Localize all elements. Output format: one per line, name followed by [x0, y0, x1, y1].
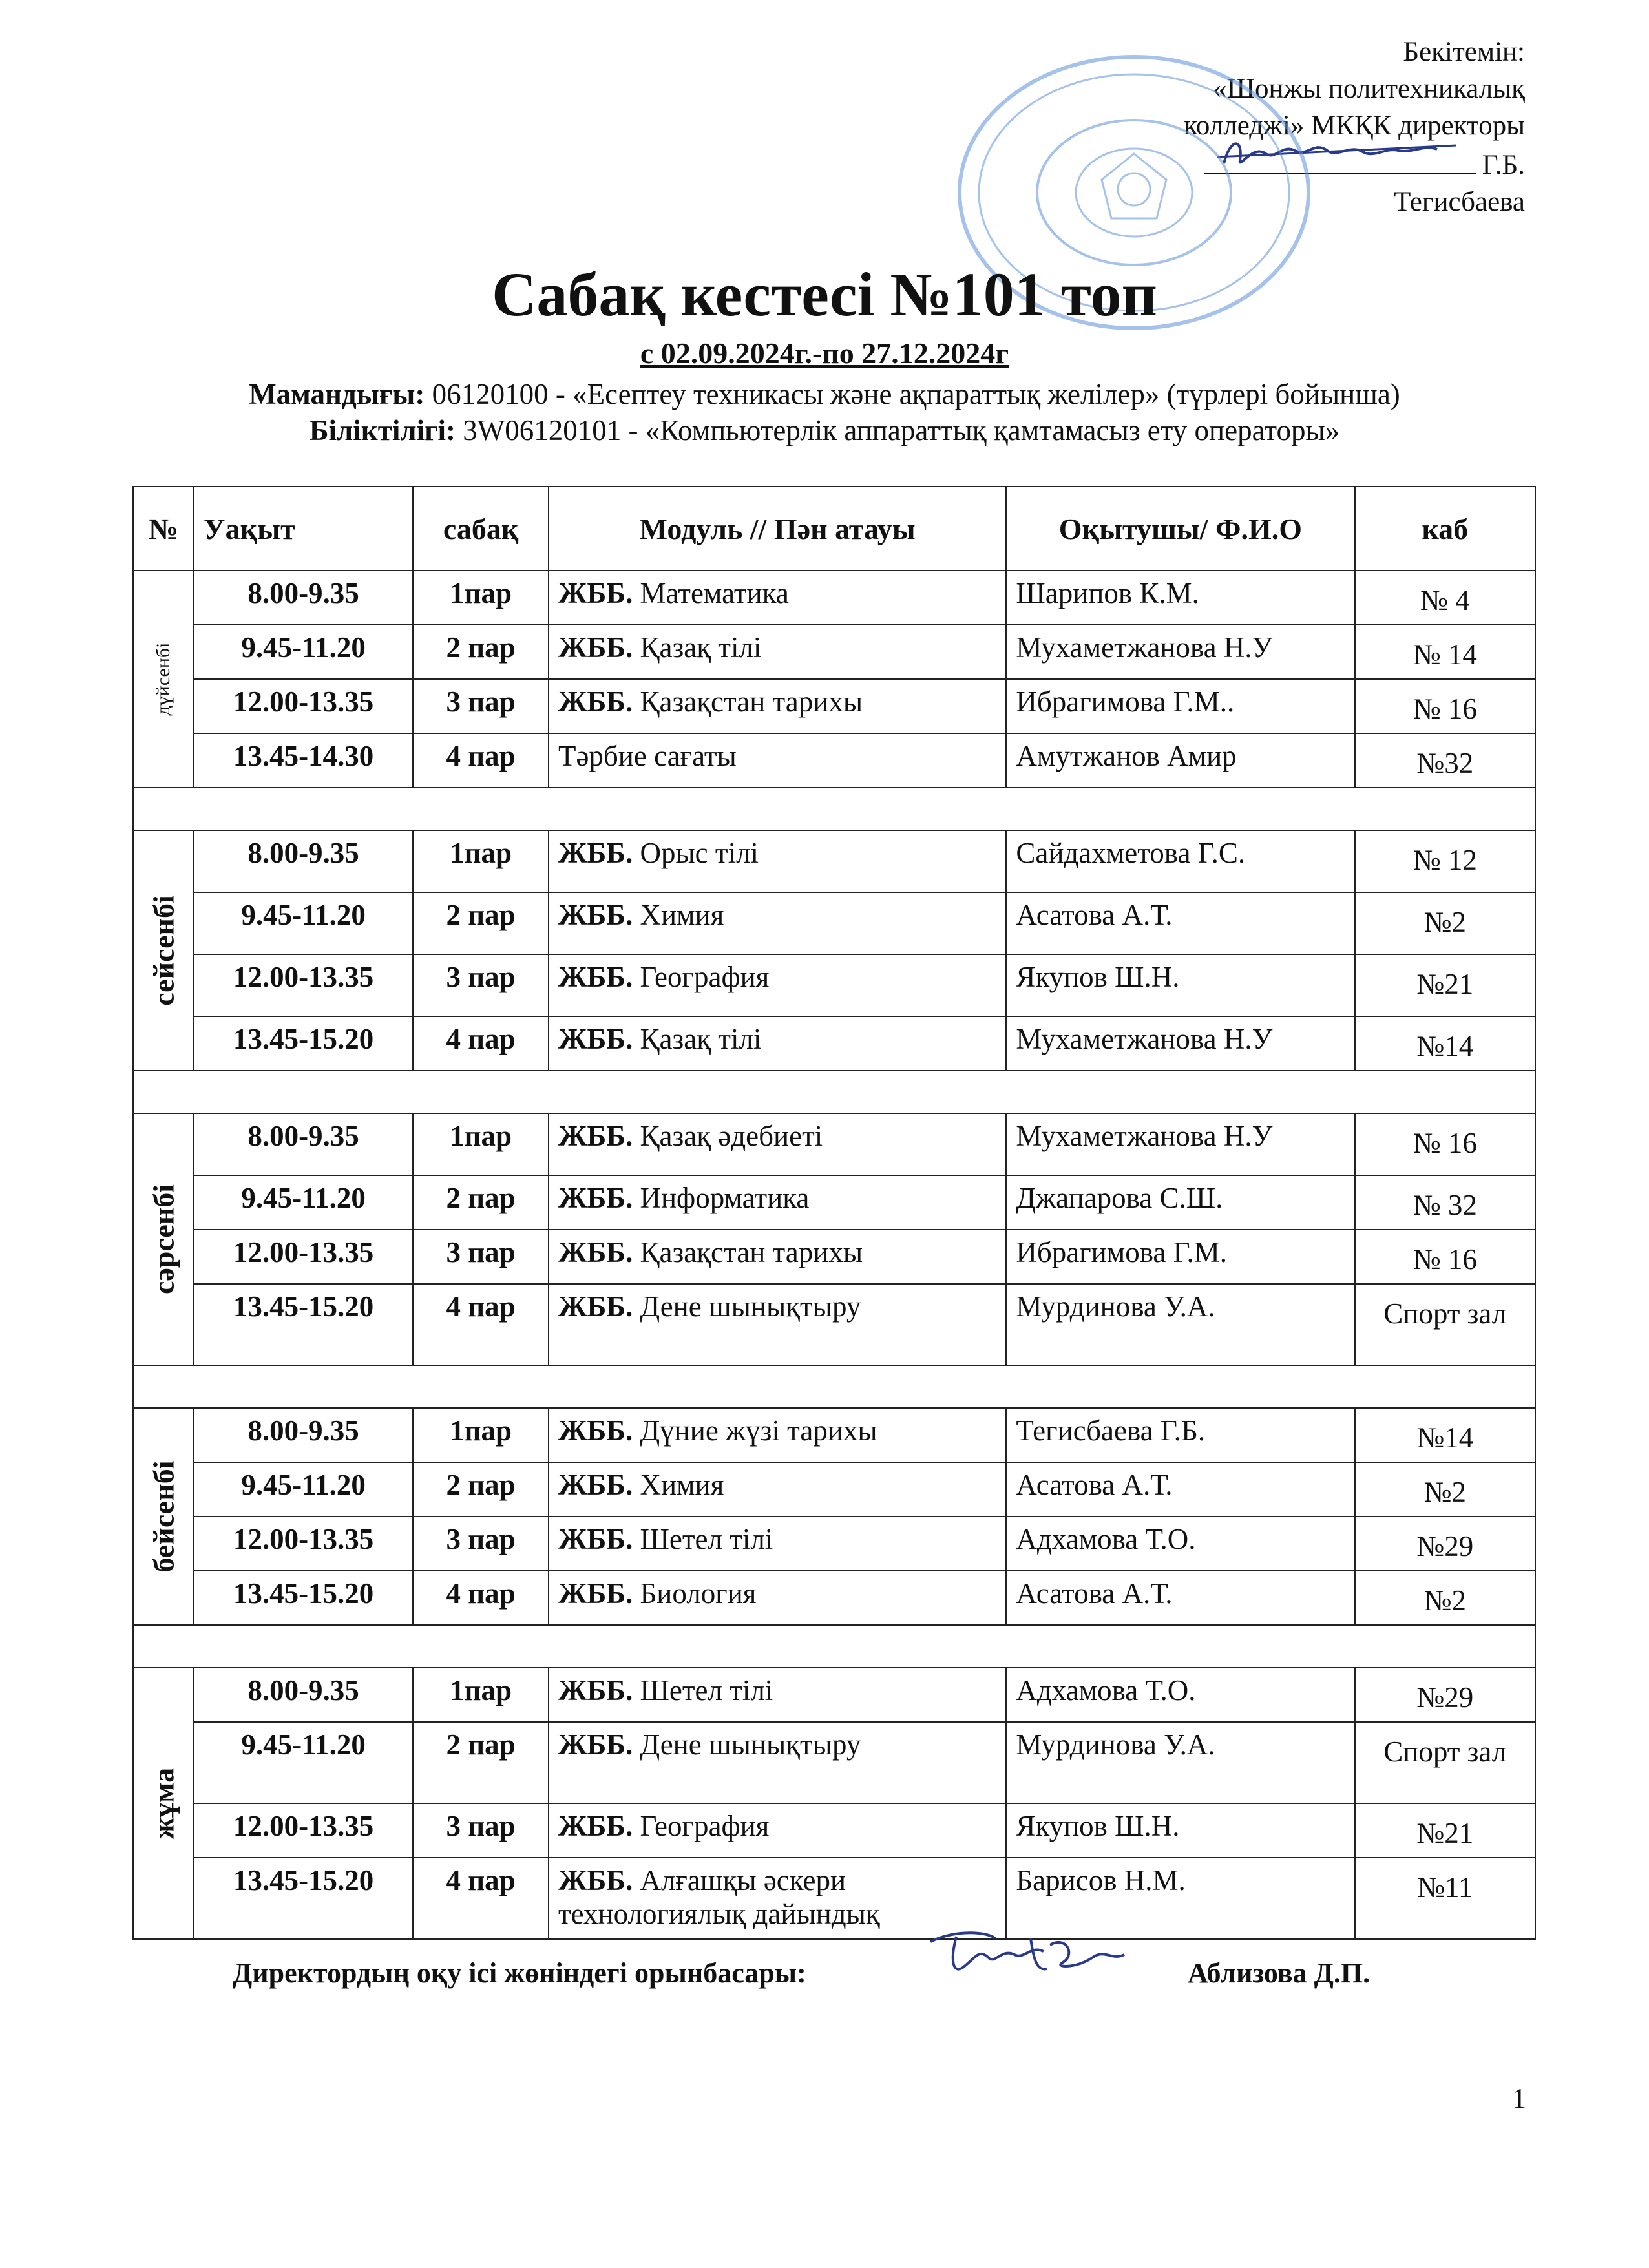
- time-cell: 13.45-15.20: [194, 1016, 413, 1071]
- subject-cell: [549, 733, 1006, 788]
- room-cell: №32: [1355, 733, 1535, 788]
- header-room: каб: [1355, 487, 1535, 571]
- teacher-cell: Асатова А.Т.: [1006, 1462, 1354, 1517]
- teacher-cell: Барисов Н.М.: [1006, 1858, 1354, 1939]
- day-cell: [133, 1408, 194, 1625]
- room-cell: № 14: [1355, 625, 1535, 679]
- subject-name: Алғашқы әскери технологиялық дайындық: [558, 1864, 880, 1930]
- subject-cell: [549, 1016, 1006, 1071]
- subject-prefix: ЖББ.: [558, 1469, 633, 1501]
- day-name: сейсенбі: [147, 895, 180, 1006]
- teacher-cell: Якупов Ш.Н.: [1006, 1803, 1354, 1858]
- subject-prefix: ЖББ.: [558, 631, 633, 664]
- time-cell: 8.00-9.35: [194, 1408, 413, 1462]
- time-cell: 8.00-9.35: [194, 571, 413, 625]
- subject-prefix: ЖББ.: [558, 961, 633, 993]
- room-cell: № 4: [1355, 571, 1535, 625]
- specialty-value: 06120100 - «Есептеу техникасы және ақпараттық желілер» (түрлері бойынша): [425, 378, 1400, 410]
- subject-prefix: ЖББ.: [558, 1023, 633, 1055]
- subject-prefix: ЖББ.: [558, 1728, 633, 1761]
- teacher-cell: Якупов Ш.Н.: [1006, 954, 1354, 1016]
- subject-prefix: ЖББ.: [558, 577, 633, 609]
- table-row: [133, 679, 1535, 733]
- teacher-cell: Сайдахметова Г.С.: [1006, 830, 1354, 892]
- subject-cell: [549, 1408, 1006, 1462]
- approval-line-1: Бекітемін:: [1403, 37, 1525, 67]
- time-cell: 13.45-15.20: [194, 1571, 413, 1625]
- time-cell: 12.00-13.35: [194, 1803, 413, 1858]
- subject-cell: [549, 1284, 1006, 1365]
- subject-cell: [549, 1722, 1006, 1803]
- teacher-cell: Мурдинова У.А.: [1006, 1722, 1354, 1803]
- subject-name: Шетел тілі: [633, 1674, 773, 1706]
- subject-prefix: ЖББ.: [558, 1810, 633, 1842]
- table-row: [133, 1803, 1535, 1858]
- teacher-cell: Шарипов К.М.: [1006, 571, 1354, 625]
- time-cell: 12.00-13.35: [194, 954, 413, 1016]
- table-row: [133, 830, 1535, 892]
- subject-prefix: ЖББ.: [558, 1864, 633, 1896]
- header-teacher: Оқытушы/ Ф.И.О: [1006, 487, 1354, 571]
- table-row: [133, 1230, 1535, 1284]
- teacher-cell: Адхамова Т.О.: [1006, 1517, 1354, 1571]
- time-cell: 13.45-15.20: [194, 1858, 413, 1939]
- pair-cell: 4 пар: [413, 1571, 549, 1625]
- time-cell: 8.00-9.35: [194, 830, 413, 892]
- teacher-cell: Адхамова Т.О.: [1006, 1668, 1354, 1722]
- table-row: [133, 1722, 1535, 1803]
- pair-cell: 3 пар: [413, 679, 549, 733]
- subject-name: Дүние жүзі тарихы: [633, 1414, 877, 1447]
- teacher-cell: Джапарова С.Ш.: [1006, 1175, 1354, 1230]
- time-cell: 8.00-9.35: [194, 1113, 413, 1175]
- subject-name: Дене шынықтыру: [633, 1728, 861, 1761]
- subject-name: Дене шынықтыру: [633, 1290, 861, 1323]
- subject-prefix: ЖББ.: [558, 1120, 633, 1152]
- pair-cell: 3 пар: [413, 1803, 549, 1858]
- teacher-cell: Ибрагимова Г.М.: [1006, 1230, 1354, 1284]
- room-cell: № 16: [1355, 1113, 1535, 1175]
- approval-line-3: колледжі» МКҚК директоры: [1184, 110, 1525, 141]
- subject-prefix: ЖББ.: [558, 1414, 633, 1447]
- day-cell: [133, 571, 194, 788]
- table-row: [133, 625, 1535, 679]
- table-row: [133, 954, 1535, 1016]
- day-cell: [133, 1113, 194, 1365]
- room-cell: № 12: [1355, 830, 1535, 892]
- table-header-row: [133, 487, 1535, 571]
- time-cell: 9.45-11.20: [194, 892, 413, 954]
- subject-name: Химия: [633, 899, 724, 931]
- room-cell: № 16: [1355, 679, 1535, 733]
- director-name: Г.Б. Тегисбаева: [1394, 150, 1525, 217]
- deputy-label: Директордың оқу ісі жөніндегі орынбасары:: [233, 1957, 806, 1989]
- day-separator-row: [133, 1365, 1535, 1408]
- pair-cell: 3 пар: [413, 1517, 549, 1571]
- subject-prefix: ЖББ.: [558, 1290, 633, 1323]
- room-cell: Спорт зал: [1355, 1284, 1535, 1365]
- table-row: [133, 1858, 1535, 1939]
- pair-cell: 4 пар: [413, 1858, 549, 1939]
- day-separator-cell: [133, 1365, 1535, 1408]
- subject-cell: [549, 830, 1006, 892]
- subject-name: Қазақ тілі: [633, 1023, 762, 1055]
- room-cell: №14: [1355, 1408, 1535, 1462]
- subject-name: Қазақ тілі: [633, 631, 762, 664]
- room-cell: №2: [1355, 1462, 1535, 1517]
- pair-cell: 3 пар: [413, 1230, 549, 1284]
- day-name: бейсенбі: [147, 1460, 180, 1573]
- room-cell: №21: [1355, 1803, 1535, 1858]
- subject-cell: [549, 1803, 1006, 1858]
- day-cell: [133, 830, 194, 1071]
- subject-name: География: [633, 961, 770, 993]
- subject-prefix: ЖББ.: [558, 1523, 633, 1555]
- subject-cell: [549, 1175, 1006, 1230]
- subject-prefix: ЖББ.: [558, 837, 633, 869]
- time-cell: 12.00-13.35: [194, 1517, 413, 1571]
- subject-name: Математика: [633, 577, 789, 609]
- room-cell: № 32: [1355, 1175, 1535, 1230]
- pair-cell: 4 пар: [413, 1016, 549, 1071]
- time-cell: 12.00-13.35: [194, 679, 413, 733]
- subject-name: Тәрбие сағаты: [558, 740, 737, 772]
- subject-cell: [549, 625, 1006, 679]
- pair-cell: 2 пар: [413, 1175, 549, 1230]
- specialty-label: Мамандығы:: [249, 378, 425, 410]
- subject-cell: [549, 1113, 1006, 1175]
- day-separator-cell: [133, 1625, 1535, 1668]
- teacher-cell: Мухаметжанова Н.У: [1006, 1016, 1354, 1071]
- room-cell: №2: [1355, 1571, 1535, 1625]
- subject-cell: [549, 1462, 1006, 1517]
- room-cell: № 16: [1355, 1230, 1535, 1284]
- subject-cell: [549, 1230, 1006, 1284]
- pair-cell: 2 пар: [413, 892, 549, 954]
- teacher-cell: Амутжанов Амир: [1006, 733, 1354, 788]
- table-row: [133, 1462, 1535, 1517]
- teacher-cell: Мухаметжанова Н.У: [1006, 1113, 1354, 1175]
- table-row: [133, 1284, 1535, 1365]
- teacher-cell: Мурдинова У.А.: [1006, 1284, 1354, 1365]
- pair-cell: 3 пар: [413, 954, 549, 1016]
- day-name: жұма: [147, 1767, 180, 1840]
- teacher-cell: Ибрагимова Г.М..: [1006, 679, 1354, 733]
- table-row: [133, 1571, 1535, 1625]
- header-module: Модуль // Пән атауы: [549, 487, 1006, 571]
- time-cell: 9.45-11.20: [194, 1462, 413, 1517]
- subject-name: Қазақстан тарихы: [633, 686, 863, 718]
- day-separator-cell: [133, 1071, 1535, 1113]
- table-row: [133, 1668, 1535, 1722]
- day-separator-row: [133, 1625, 1535, 1668]
- deputy-signature: [918, 1922, 1137, 2000]
- header-lesson: сабақ: [413, 487, 549, 571]
- day-separator-row: [133, 1071, 1535, 1113]
- qualification-value: 3W06120101 - «Компьютерлік аппараттық қамтамасыз ету операторы»: [456, 414, 1340, 446]
- qualification-line: [0, 414, 1649, 447]
- subject-name: Қазақ әдебиеті: [633, 1120, 823, 1152]
- subject-prefix: ЖББ.: [558, 1674, 633, 1706]
- specialty-line: [0, 377, 1649, 411]
- pair-cell: 1пар: [413, 830, 549, 892]
- page-number: 1: [1512, 2083, 1526, 2114]
- subject-prefix: ЖББ.: [558, 899, 633, 931]
- header-num: №: [133, 487, 194, 571]
- pair-cell: 2 пар: [413, 625, 549, 679]
- header-time: Уақыт: [194, 487, 413, 571]
- subject-name: Химия: [633, 1469, 724, 1501]
- room-cell: №11: [1355, 1858, 1535, 1939]
- subject-prefix: ЖББ.: [558, 1236, 633, 1268]
- subject-name: Биология: [633, 1577, 757, 1610]
- table-row: [133, 571, 1535, 625]
- subject-name: Орыс тілі: [633, 837, 759, 869]
- subject-name: Қазақстан тарихы: [633, 1236, 863, 1268]
- day-separator-cell: [133, 788, 1535, 830]
- subject-cell: [549, 1668, 1006, 1722]
- subject-prefix: ЖББ.: [558, 1182, 633, 1214]
- page-title: Сабақ кестесі №101 топ: [492, 260, 1157, 329]
- date-range: с 02.09.2024г.-по 27.12.2024г: [640, 337, 1009, 370]
- subject-cell: [549, 1571, 1006, 1625]
- room-cell: №14: [1355, 1016, 1535, 1071]
- pair-cell: 2 пар: [413, 1462, 549, 1517]
- teacher-cell: Асатова А.Т.: [1006, 892, 1354, 954]
- subject-cell: [549, 571, 1006, 625]
- day-cell: [133, 1668, 194, 1939]
- subject-prefix: ЖББ.: [558, 686, 633, 718]
- table-row: [133, 1408, 1535, 1462]
- day-name: сәрсенбі: [147, 1184, 180, 1295]
- subject-cell: [549, 892, 1006, 954]
- subject-name: География: [633, 1810, 770, 1842]
- table-row: [133, 1175, 1535, 1230]
- time-cell: 9.45-11.20: [194, 1722, 413, 1803]
- subject-cell: [549, 679, 1006, 733]
- time-cell: 8.00-9.35: [194, 1668, 413, 1722]
- deputy-name: Аблизова Д.П.: [1188, 1957, 1371, 1989]
- room-cell: №2: [1355, 892, 1535, 954]
- subject-prefix: ЖББ.: [558, 1577, 633, 1610]
- room-cell: №29: [1355, 1668, 1535, 1722]
- teacher-cell: Мухаметжанова Н.У: [1006, 625, 1354, 679]
- qualification-label: Біліктілігі:: [309, 414, 456, 446]
- time-cell: 9.45-11.20: [194, 625, 413, 679]
- table-row: [133, 1113, 1535, 1175]
- subject-name: Шетел тілі: [633, 1523, 773, 1555]
- table-row: [133, 1517, 1535, 1571]
- subject-cell: [549, 954, 1006, 1016]
- table-row: [133, 733, 1535, 788]
- time-cell: 12.00-13.35: [194, 1230, 413, 1284]
- teacher-cell: Асатова А.Т.: [1006, 1571, 1354, 1625]
- schedule-table: [132, 486, 1536, 1940]
- pair-cell: 4 пар: [413, 733, 549, 788]
- table-row: [133, 1016, 1535, 1071]
- pair-cell: 1пар: [413, 1113, 549, 1175]
- room-cell: №29: [1355, 1517, 1535, 1571]
- pair-cell: 4 пар: [413, 1284, 549, 1365]
- teacher-cell: Тегисбаева Г.Б.: [1006, 1408, 1354, 1462]
- day-name: дүйсенбі: [152, 642, 174, 716]
- time-cell: 13.45-14.30: [194, 733, 413, 788]
- pair-cell: 1пар: [413, 1668, 549, 1722]
- approval-line-2: «Шонжы политехникалық: [1213, 74, 1525, 104]
- room-cell: Спорт зал: [1355, 1722, 1535, 1803]
- pair-cell: 1пар: [413, 571, 549, 625]
- time-cell: 9.45-11.20: [194, 1175, 413, 1230]
- pair-cell: 2 пар: [413, 1722, 549, 1803]
- subject-name: Информатика: [633, 1182, 810, 1214]
- table-row: [133, 892, 1535, 954]
- room-cell: №21: [1355, 954, 1535, 1016]
- pair-cell: 1пар: [413, 1408, 549, 1462]
- time-cell: 13.45-15.20: [194, 1284, 413, 1365]
- subject-cell: [549, 1517, 1006, 1571]
- day-separator-row: [133, 788, 1535, 830]
